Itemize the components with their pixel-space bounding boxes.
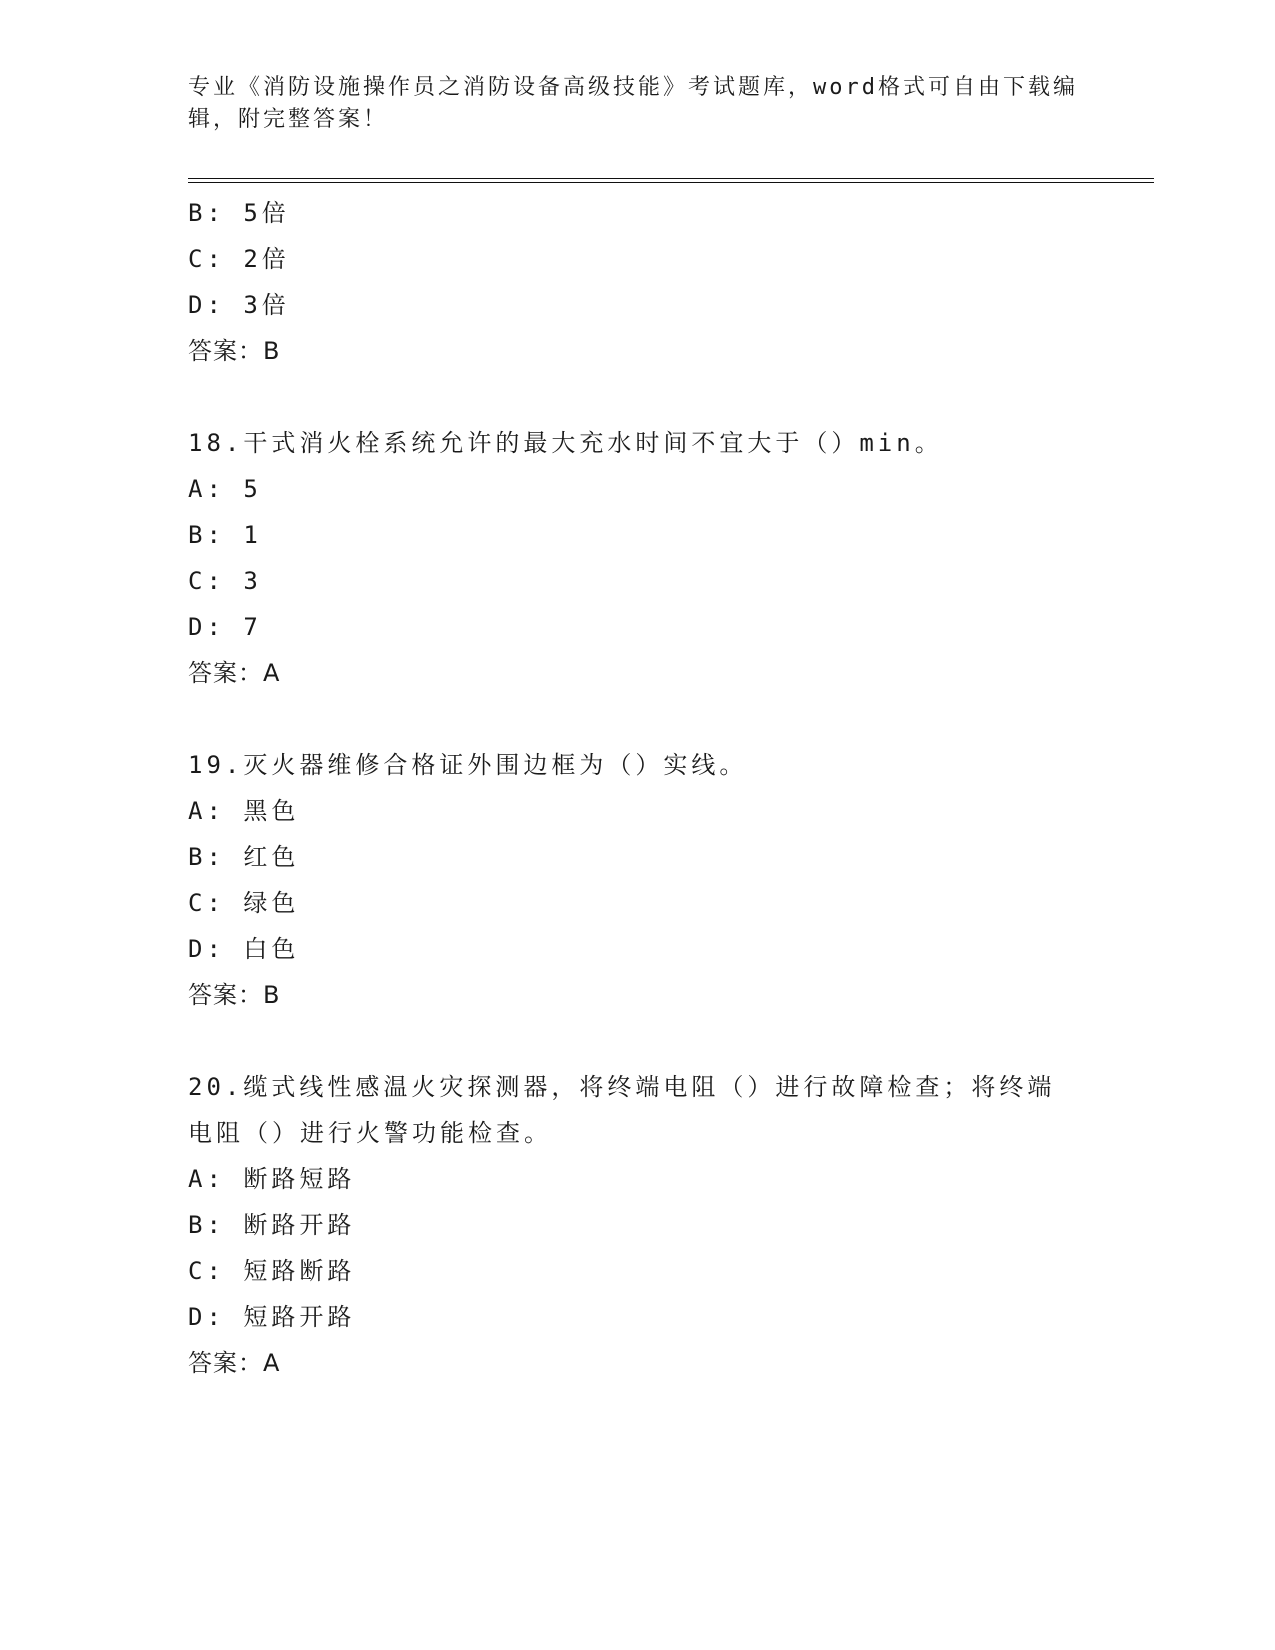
question-text: 19.灭火器维修合格证外围边框为（）实线。 <box>188 751 748 779</box>
option-d: D: 7 <box>188 613 262 641</box>
header-divider-bottom <box>188 182 1154 183</box>
question-17-continued <box>188 190 1088 374</box>
question-20 <box>188 1064 1088 1386</box>
option-d: D: 白色 <box>188 935 300 963</box>
spacer <box>188 374 1088 420</box>
answer: 答案：B <box>188 981 281 1009</box>
option-b: B: 红色 <box>188 843 300 871</box>
option-c: C: 2倍 <box>188 245 290 273</box>
question-text-line-1: 20.缆式线性感温火灾探测器，将终端电阻（）进行故障检查；将终端 <box>188 1073 1056 1101</box>
option-b: B: 5倍 <box>188 199 290 227</box>
question-text: 18.干式消火栓系统允许的最大充水时间不宜大于（）min。 <box>188 429 943 457</box>
option-d: D: 短路开路 <box>188 1303 356 1331</box>
question-list <box>188 190 1088 1386</box>
option-a: A: 断路短路 <box>188 1165 356 1193</box>
option-c: C: 绿色 <box>188 889 300 917</box>
question-text-line-2: 电阻（）进行火警功能检查。 <box>188 1119 552 1147</box>
option-d: D: 3倍 <box>188 291 290 319</box>
option-a: A: 黑色 <box>188 797 300 825</box>
document-header <box>188 72 1088 136</box>
option-a: A: 5 <box>188 475 262 503</box>
spacer <box>188 696 1088 742</box>
option-b: B: 1 <box>188 521 262 549</box>
header-divider-top <box>188 178 1154 179</box>
option-c: C: 短路断路 <box>188 1257 356 1285</box>
answer: 答案：A <box>188 1349 281 1377</box>
header-line-2: 辑，附完整答案！ <box>188 107 389 132</box>
answer: 答案：B <box>188 337 281 365</box>
question-19 <box>188 742 1088 1018</box>
question-18 <box>188 420 1088 696</box>
header-line-1: 专业《消防设施操作员之消防设备高级技能》考试题库，word格式可自由下载编 <box>188 75 1078 100</box>
option-c: C: 3 <box>188 567 262 595</box>
spacer <box>188 1018 1088 1064</box>
option-b: B: 断路开路 <box>188 1211 356 1239</box>
answer: 答案：A <box>188 659 281 687</box>
